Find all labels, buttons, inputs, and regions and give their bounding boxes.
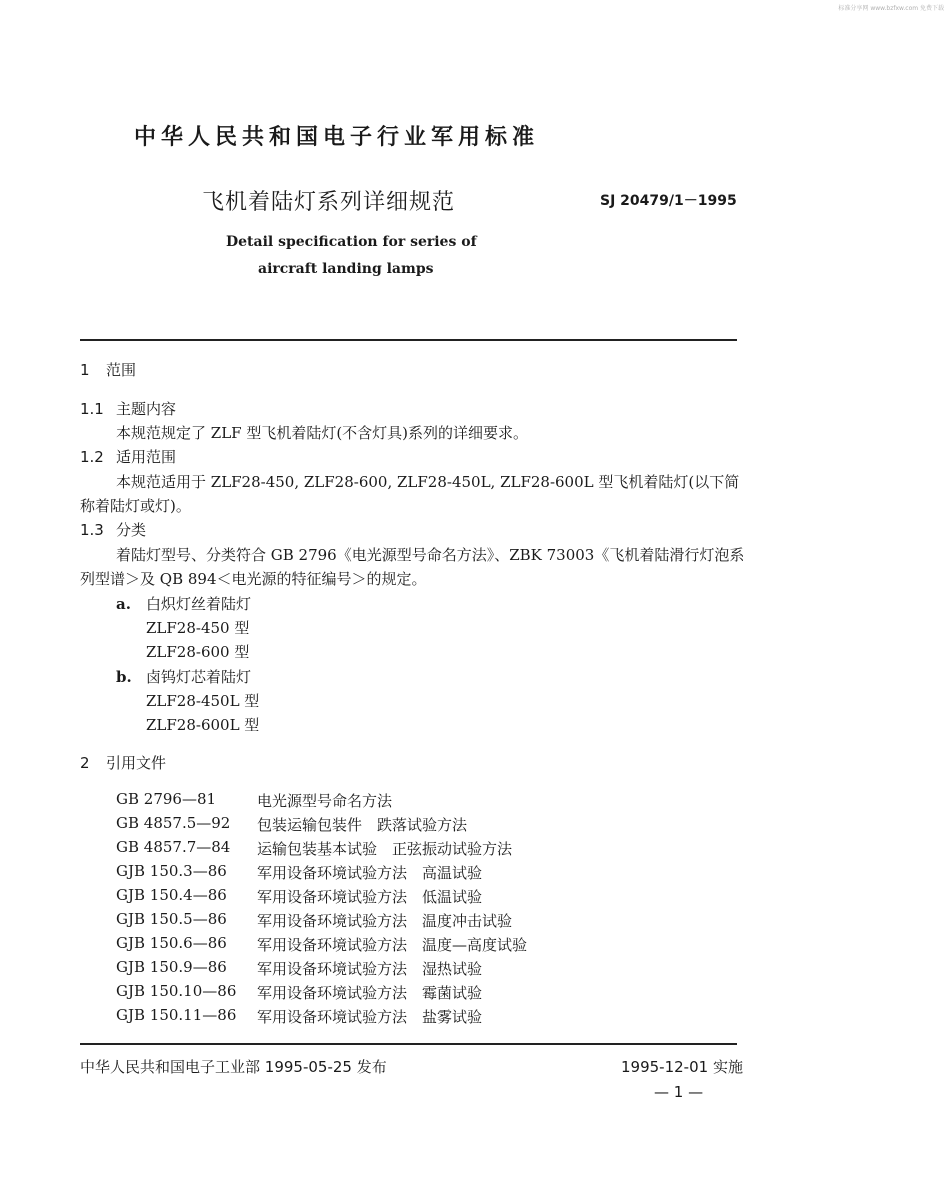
english-title-line2: aircraft landing lamps bbox=[258, 261, 434, 277]
section-title: 适用范围 bbox=[116, 448, 177, 466]
model-item: ZLF28-600L 型 bbox=[146, 716, 260, 734]
footer-divider bbox=[80, 1043, 737, 1045]
list-item bbox=[116, 666, 251, 687]
section-1-2-heading bbox=[80, 446, 176, 467]
watermark: 标准分享网 www.bzfxw.com 免费下载 bbox=[838, 5, 944, 12]
ref-code: GJB 150.4—86 bbox=[116, 886, 227, 904]
ref-title: 运输包装基本试验 正弦振动试验方法 bbox=[257, 840, 513, 858]
section-1-3-text-line1: 着陆灯型号、分类符合 GB 2796《电光源型号命名方法》、ZBK 73003《飞机着陆滑行灯泡系 bbox=[116, 546, 745, 564]
section-number: 2 bbox=[80, 754, 90, 772]
section-1-1-text: 本规范规定了 ZLF 型飞机着陆灯(不含灯具)系列的详细要求。 bbox=[116, 424, 529, 442]
item-label: 卤钨灯芯着陆灯 bbox=[146, 668, 252, 686]
ref-code: GB 4857.5—92 bbox=[116, 814, 231, 832]
model-item: ZLF28-450L 型 bbox=[146, 692, 260, 710]
ref-title: 军用设备环境试验方法 湿热试验 bbox=[257, 960, 483, 978]
model-item: ZLF28-600 型 bbox=[146, 643, 250, 661]
ref-title: 包装运输包装件 跌落试验方法 bbox=[257, 816, 468, 834]
ref-code: GJB 150.6—86 bbox=[116, 934, 227, 952]
section-title: 主题内容 bbox=[116, 400, 177, 418]
ref-code: GB 4857.7—84 bbox=[116, 838, 231, 856]
section-2-heading bbox=[80, 752, 166, 773]
section-1-3-heading bbox=[80, 519, 146, 540]
item-label: 白炽灯丝着陆灯 bbox=[146, 595, 252, 613]
ref-code: GJB 150.9—86 bbox=[116, 958, 227, 976]
ref-title: 军用设备环境试验方法 温度—高度试验 bbox=[257, 936, 528, 954]
issue-statement: 中华人民共和国电子工业部 1995-05-25 发布 bbox=[80, 1058, 387, 1076]
ref-title: 军用设备环境试验方法 盐雾试验 bbox=[257, 1008, 483, 1026]
header-divider bbox=[80, 339, 737, 341]
model-item: ZLF28-450 型 bbox=[146, 619, 250, 637]
section-number: 1 bbox=[80, 361, 90, 379]
ref-code: GJB 150.3—86 bbox=[116, 862, 227, 880]
list-item bbox=[116, 593, 251, 614]
document-title: 飞机着陆灯系列详细规范 bbox=[202, 190, 456, 215]
section-number: 1.2 bbox=[80, 448, 104, 466]
effective-date: 1995-12-01 实施 bbox=[621, 1058, 743, 1076]
section-1-2-text-line2: 称着陆灯或灯)。 bbox=[80, 497, 191, 515]
ref-title: 军用设备环境试验方法 高温试验 bbox=[257, 864, 483, 882]
ref-code: GJB 150.11—86 bbox=[116, 1006, 237, 1024]
ref-code: GB 2796—81 bbox=[116, 790, 217, 808]
ref-code: GJB 150.5—86 bbox=[116, 910, 227, 928]
section-1-1-heading bbox=[80, 398, 176, 419]
section-1-3-text-line2: 列型谱＞及 QB 894＜电光源的特征编号＞的规定。 bbox=[80, 570, 427, 588]
section-1-heading bbox=[80, 359, 136, 380]
ref-title: 军用设备环境试验方法 温度冲击试验 bbox=[257, 912, 513, 930]
english-title-line1: Detail specification for series of bbox=[226, 234, 477, 250]
section-title: 引用文件 bbox=[106, 754, 167, 772]
section-title: 分类 bbox=[116, 521, 147, 539]
section-number: 1.1 bbox=[80, 400, 104, 418]
ref-title: 军用设备环境试验方法 低温试验 bbox=[257, 888, 483, 906]
section-title: 范围 bbox=[106, 361, 137, 379]
ref-title: 军用设备环境试验方法 霉菌试验 bbox=[257, 984, 483, 1002]
ref-title: 电光源型号命名方法 bbox=[257, 792, 393, 810]
standard-code: SJ 20479/1－1995 bbox=[600, 193, 737, 209]
section-number: 1.3 bbox=[80, 521, 104, 539]
item-letter: b. bbox=[116, 668, 132, 686]
standard-series-title: 中华人民共和国电子行业军用标准 bbox=[134, 125, 540, 150]
ref-code: GJB 150.10—86 bbox=[116, 982, 237, 1000]
item-letter: a. bbox=[116, 595, 131, 613]
page-number: — 1 — bbox=[654, 1083, 704, 1101]
section-1-2-text-line1: 本规范适用于 ZLF28-450, ZLF28-600, ZLF28-450L, ZLF28-600L 型飞机着陆灯(以下简 bbox=[116, 473, 740, 491]
